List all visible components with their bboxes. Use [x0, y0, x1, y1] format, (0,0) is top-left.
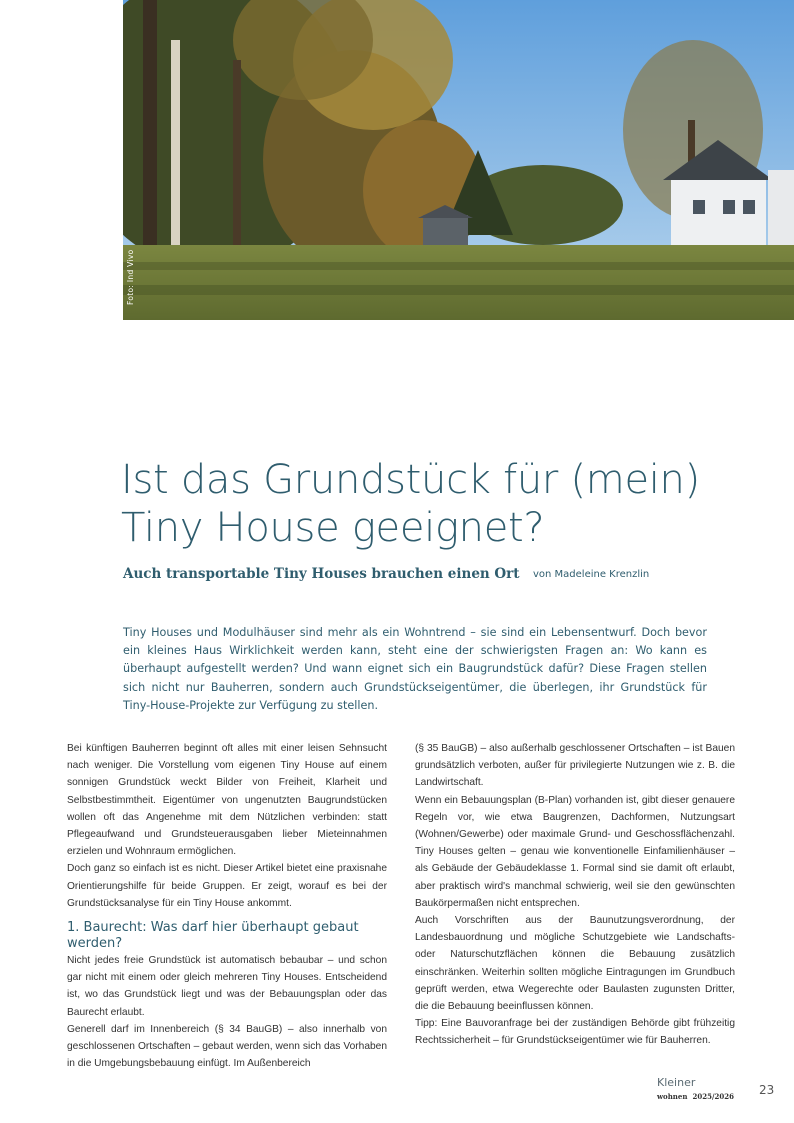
body-paragraph: Wenn ein Bebauungsplan (B-Plan) vorhanden ist, gibt dieser genauere Regeln vor, wie etwa Baugrenzen, Dachformen, Nutzungsart (Wohnen/Gewerbe) oder maximale Grund- und Geschossflächenzahl. Tiny Houses gelten – genau wie konventionelle Einfamilienhäuser – als Gebäude der Gebäudeklasse 1. Formal sind sie damit oft erlaubt, aber praktisch wird's manchmal schwierig, weil sie den gewünschten Baukörpermaßen nicht entsprechen.: [415, 794, 735, 909]
body-paragraph: Bei künftigen Bauherren beginnt oft alles mit einer leisen Sehnsucht nach weniger. Die Vorstellung vom eigenen Tiny House auf einem sonnigen Grundstück weckt Bilder von Freiheit, Klarheit und Selbstbestimmtheit. Eigentümer von ungenutzten Baugrundstücken wollen oft das Angenehme mit dem Nützlichen verbinden: statt Pflegeaufwand und Grundsteuerausgaben lieber Mieteinnahmen erzielen und Wohnraum ermöglichen.: [67, 743, 387, 858]
page-number: 23: [759, 1083, 775, 1097]
title-line-1: Ist das Grundstück für (mein): [121, 457, 700, 503]
lead-paragraph: Tiny Houses und Modulhäuser sind mehr als ein Wohntrend – sie sind ein Lebensentwurf. Doch bevor ein kleines Haus Wirklichkeit werden kann, steht eine der schwierigsten Fragen an: Wo kann es überhaupt aufgestellt werden? Und wann eignet sich ein Baugrundstück dafür? Diese Fragen stellen sich nicht nur Bauherren, sondern auch Grundstückseigentümer, die überlegen, ihr Grundstück für Tiny-House-Projekte zur Verfügung zu stellen.: [123, 626, 707, 712]
garden-plot-photo: [123, 0, 794, 320]
title-line-2: Tiny House geeignet?: [121, 505, 545, 551]
article-title: [121, 456, 761, 552]
body-paragraph: Auch Vorschriften aus der Baunutzungsverordnung, der Landesbauordnung und mögliche Schutzgebiete wie Landschafts- oder Naturschutzflächen können die Bebauung zusätzlich einschränken. Weiterhin sollten mögliche Eintragungen im Grundbuch geprüft werden, etwa Wegerechte oder Baulasten zugunsten Dritter, die die Bebauung beeinflussen können.: [415, 915, 735, 1013]
magazine-footer: [657, 1077, 734, 1102]
left-column: [67, 740, 387, 1072]
tip-paragraph: Tipp: Eine Bauvoranfrage bei der zuständigen Behörde gibt frühzeitig Rechtssicherheit – für Grundstückseigentümer wie für Bauherren.: [415, 1018, 735, 1047]
body-paragraph: (§ 35 BauGB) – also außerhalb geschlossener Ortschaften – ist Bauen grundsätzlich verboten, außer für privilegierte Nutzungen wie z. B. die Landwirtschaft.: [415, 743, 735, 789]
section-heading: 1. Baurecht: Was darf hier überhaupt gebaut werden?: [67, 920, 359, 952]
article-subtitle: Auch transportable Tiny Houses brauchen einen Ort: [123, 566, 520, 582]
issue-label: 2025/2026: [692, 1092, 735, 1101]
body-paragraph: Generell darf im Innenbereich (§ 34 BauGB) – also innerhalb von geschlossenen Ortschaften – gebaut werden, wenn sich das Vorhaben in die Umgebungsbebauung einfügt. Im Außenbereich: [67, 1023, 387, 1070]
magazine-name: Kleiner: [657, 1076, 696, 1089]
body-paragraph: Doch ganz so einfach ist es nicht. Dieser Artikel bietet eine praxisnahe Orientierungshilfe für beide Gruppen. Er zeigt, worauf es bei der Grundstücksanalyse für ein Tiny House ankommt.: [67, 863, 387, 909]
author-byline: von Madeleine Krenzlin: [533, 569, 650, 580]
photo-credit: Foto: Ind Vivo: [126, 249, 135, 305]
magazine-subname: wohnen: [657, 1092, 688, 1101]
right-column: [415, 740, 735, 1050]
body-paragraph: Nicht jedes freie Grundstück ist automatisch bebaubar – und schon gar nicht mit einem oder gleich mehreren Tiny Houses. Entscheidend ist, wo das Grundstück liegt und was der Bebauungsplan oder das Baurecht erlaubt.: [67, 955, 387, 1018]
